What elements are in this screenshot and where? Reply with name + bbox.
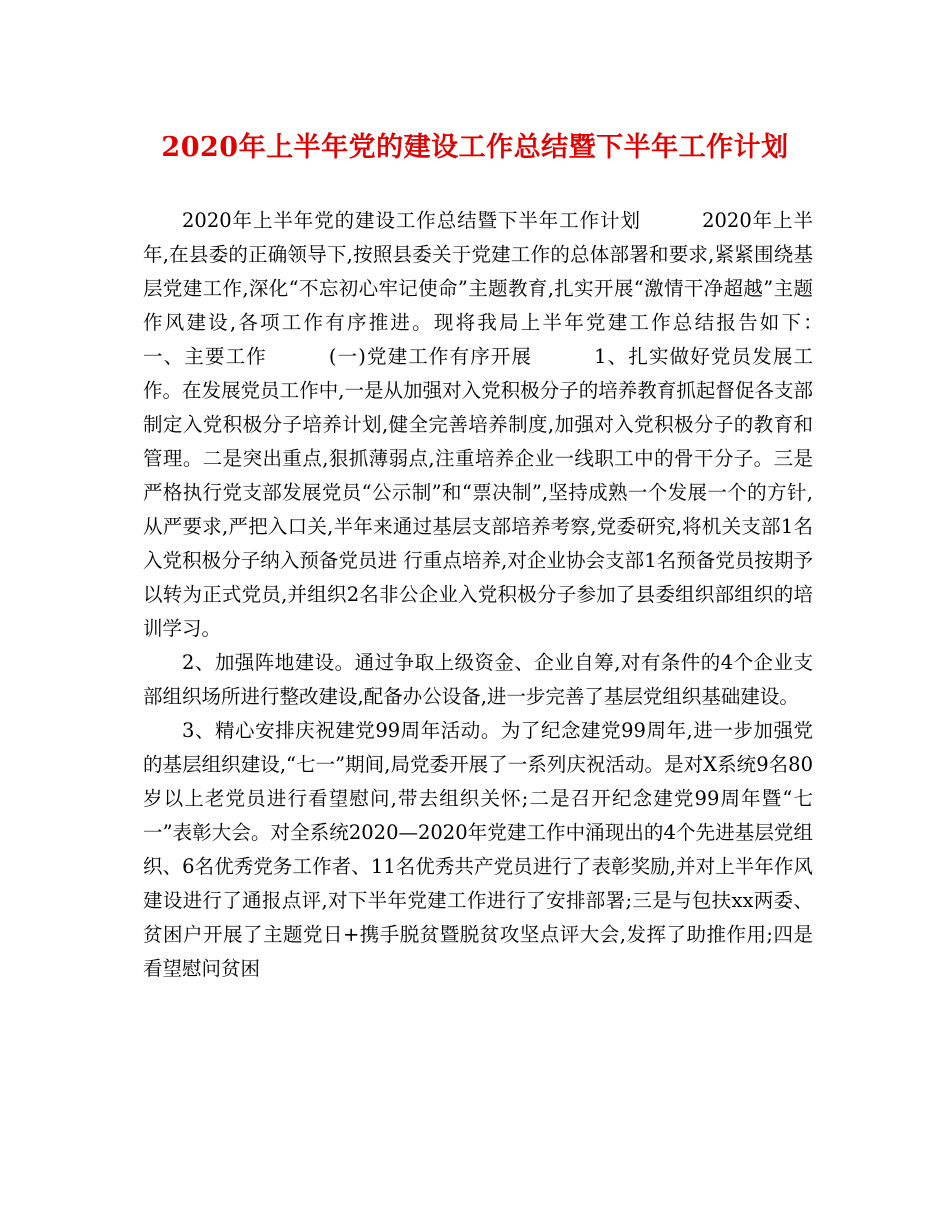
paragraph-2: 2、加强阵地建设。通过争取上级资金、企业自筹,对有条件的4个企业支部组织场所进行整改建设,配备办公设备,进一步完善了基层党组织基础建设。 — [143, 651, 813, 708]
paragraph-3: 3、精心安排庆祝建党99周年活动。为了纪念建党99周年,进一步加强党的基层组织建设,“七一”期间,局党委开展了一系列庆祝活动。是对X系统9名80岁以上老党员进行看望慰问,带去组织关怀;二是召开纪念建党99周年暨“七一”表彰大会。对全系统2020—2020年党建工作中涌现出的4个先进基层党组织、6名优秀党务工作者、11名优秀共产党员进行了表彰奖励,并对上半年作风建设进行了通报点评,对下半年党建工作进行了安排部署;三是与包扶xx两委、贫困户开展了主题党日+携手脱贫暨脱贫攻坚点评大会,发挥了助推作用;四是看望慰问贫困 — [143, 719, 813, 980]
paragraph-1: 2020年上半年党的建设工作总结暨下半年工作计划 2020年上半年,在县委的正确领导下,按照县委关于党建工作的总体部署和要求,紧紧围绕基层党建工作,深化“不忘初心牢记使命”主题教育,扎实开展“激情干净超越”主题作风建设,各项工作有序推进。现将我局上半年党建工作总结报告如下： 一、主要工作 (一)党建工作有序开展 1、扎实做好党员发展工作。在发展党员工作中,一是从加强对入党积极分子的培养教育抓起督促各支部制定入党积极分子培养计划,健全完善培养制度,加强对入党积极分子的教育和管理。二是突出重点,狠抓薄弱点,注重培养企业一线职工中的骨干分子。三是严格执行党支部发展党员“公示制”和“票决制”,坚持成熟一个发展一个的方针,从严要求,严把入口关,半年来通过基层支部培养考察,党委研究,将机关支部1名入党积极分子纳入预备党员进 行重点培养,对企业协会支部1名预备党员按期予以转为正式党员,并组织2名非公企业入党积极分子参加了县委组织部组织的培训学习。 — [143, 209, 872, 640]
document-title: 2020年上半年党的建设工作总结暨下半年工作计划 — [161, 132, 789, 163]
document-body — [143, 204, 872, 986]
